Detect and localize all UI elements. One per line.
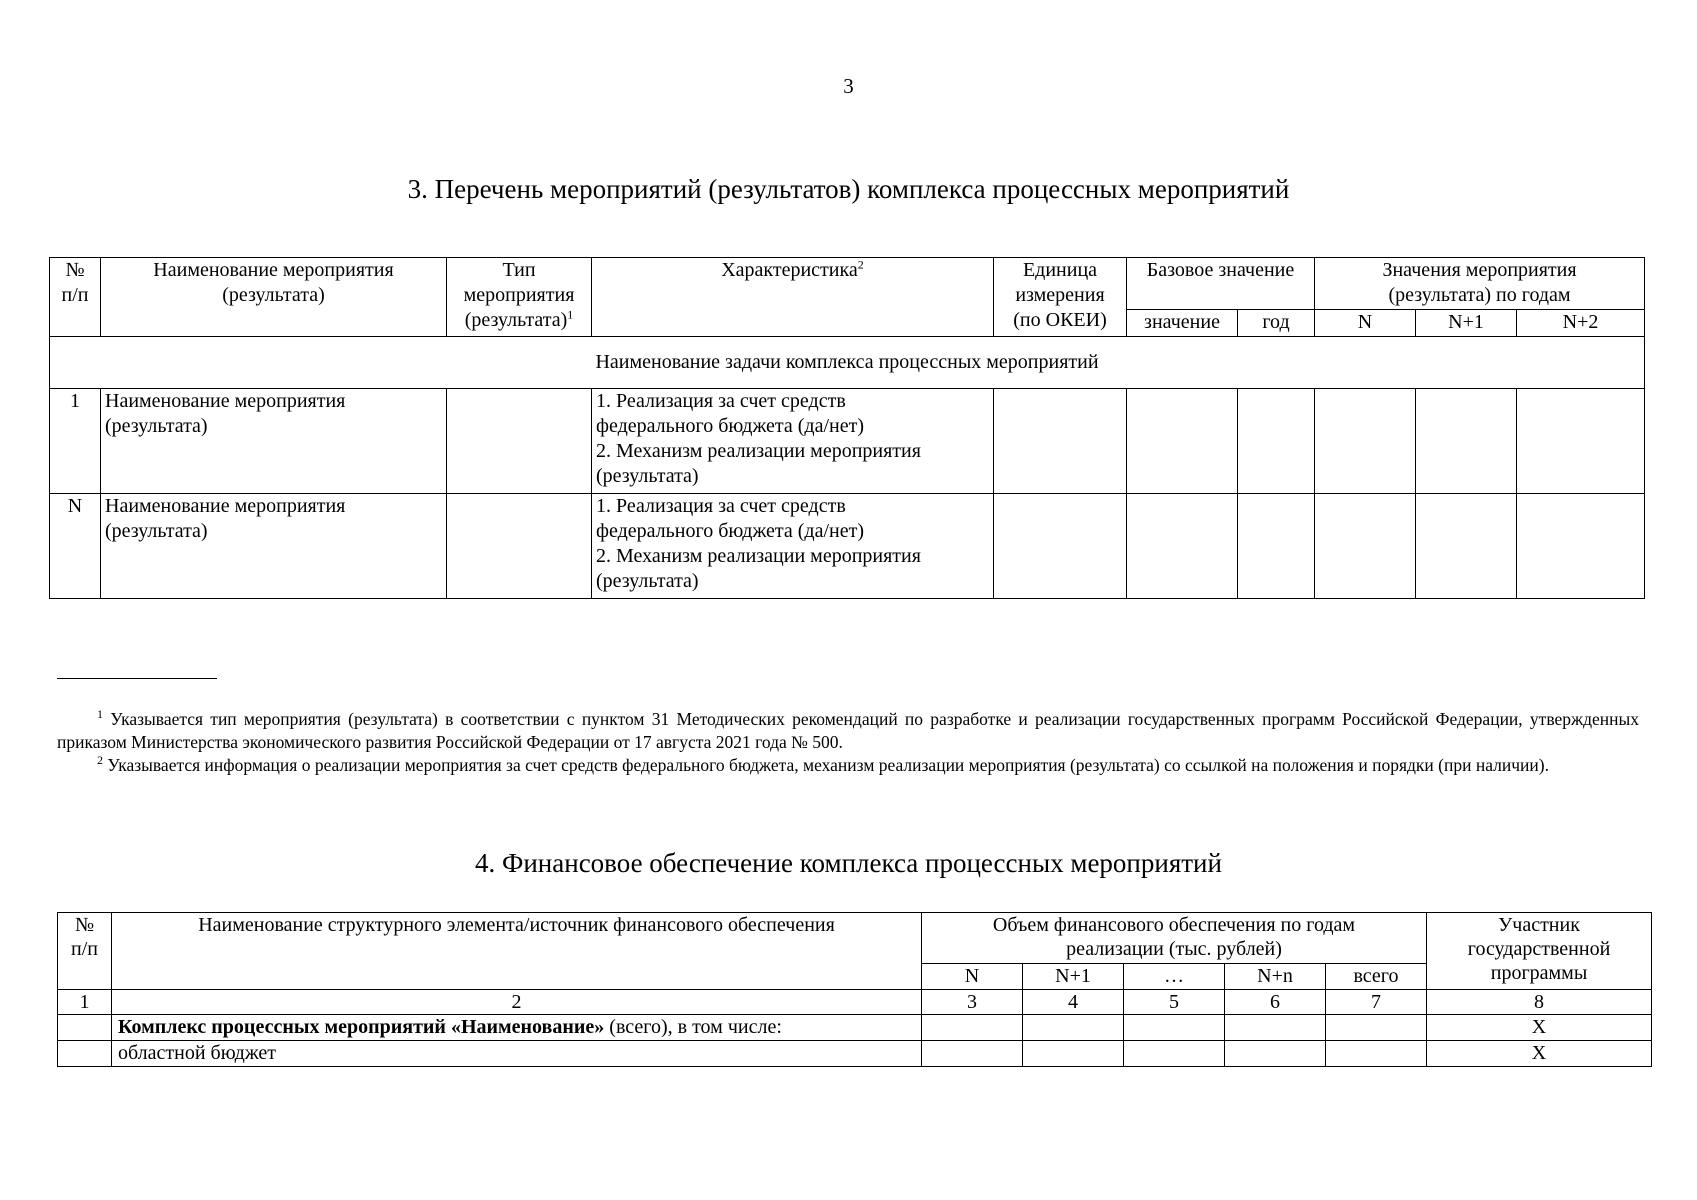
fin-row-year-n	[922, 1015, 1023, 1041]
fin-row-participant: Х	[1427, 1041, 1652, 1067]
table-row	[58, 1015, 1652, 1041]
header-unit: Единица измерения (по ОКЕИ)	[994, 258, 1127, 337]
index-row	[58, 990, 1652, 1015]
footnote-2: $^2$ Указывается информация о реализации мероприятия за счет средств федерального бюджета, механизм реализации мероприятия (результата) со ссылкой на положения и порядки (при наличии).	[97, 753, 1549, 775]
fin-row-participant: Х	[1427, 1015, 1652, 1041]
header-base-year: год	[1238, 310, 1315, 337]
row-year-n1	[1416, 389, 1517, 494]
fin-row-name: областной бюджет	[112, 1041, 922, 1067]
row-year-n	[1315, 494, 1416, 599]
index-cell: 2	[112, 990, 922, 1015]
header-type: Тип мероприятия (результата)$^1$	[447, 258, 592, 337]
row-year-n1	[1416, 494, 1517, 599]
row-characteristic: 1. Реализация за счет средств федерального бюджета (да/нет) 2. Механизм реализации мероприятия (результата)	[592, 389, 994, 494]
row-year-n2	[1517, 389, 1645, 494]
index-cell: 4	[1023, 990, 1124, 1015]
financing-table	[57, 912, 1652, 1067]
fin-header-year-n: N	[922, 964, 1023, 990]
fin-row-num	[58, 1041, 112, 1067]
fin-row-name: Комплекс процессных мероприятий «Наименование» (всего), в том числе:	[112, 1015, 922, 1041]
fin-row-year-n1	[1023, 1041, 1124, 1067]
header-year-n: N	[1315, 310, 1416, 337]
header-year-n1: N+1	[1416, 310, 1517, 337]
page-number: 3	[843, 74, 854, 98]
footnote-1: $^1$ Указывается тип мероприятия (результата) в соответствии с пунктом 31 Методических рекомендаций по разработке и реализации государственных программ Российской Федерации, утвержденных приказом Министерства экономического развития Российской Федерации от 17 августа 2021 года № 500.	[57, 707, 1640, 752]
row-base-value	[1127, 494, 1238, 599]
fin-row-year-nn	[1225, 1041, 1326, 1067]
index-cell: 5	[1124, 990, 1225, 1015]
fin-header-year-n1: N+1	[1023, 964, 1124, 990]
row-unit	[994, 389, 1127, 494]
header-base-value: значение	[1127, 310, 1238, 337]
index-cell: 7	[1326, 990, 1427, 1015]
row-name: Наименование мероприятия (результата)	[101, 389, 447, 494]
table-row	[50, 494, 1645, 599]
index-cell: 6	[1225, 990, 1326, 1015]
table-row	[50, 389, 1645, 494]
header-year-n2: N+2	[1517, 310, 1645, 337]
fin-header-total: всего	[1326, 964, 1427, 990]
fin-header-year-ellipsis: …	[1124, 964, 1225, 990]
header-characteristic: Характеристика$^2$	[592, 258, 994, 337]
section-4-title: 4. Финансовое обеспечение комплекса процессных мероприятий	[475, 848, 1222, 878]
fin-row-year-nn	[1225, 1015, 1326, 1041]
row-year-n2	[1517, 494, 1645, 599]
row-type	[447, 494, 592, 599]
activities-table	[49, 257, 1645, 599]
task-row: Наименование задачи комплекса процессных мероприятий	[50, 337, 1645, 389]
fin-row-year-ellipsis	[1124, 1015, 1225, 1041]
footnote-ref-2: 2	[857, 257, 864, 272]
footnote-separator	[57, 678, 217, 679]
header-base: Базовое значение	[1127, 258, 1315, 310]
fin-header-year-nn: N+n	[1225, 964, 1326, 990]
index-cell: 1	[58, 990, 112, 1015]
row-characteristic: 1. Реализация за счет средств федерального бюджета (да/нет) 2. Механизм реализации мероприятия (результата)	[592, 494, 994, 599]
fin-header-num: № п/п	[58, 913, 112, 990]
footnotes	[57, 708, 1639, 777]
row-num: 1	[50, 389, 101, 494]
header-name: Наименование мероприятия (результата)	[101, 258, 447, 337]
fin-row-year-ellipsis	[1124, 1041, 1225, 1067]
fin-header-participant: Участник государственной программы	[1427, 913, 1652, 990]
row-name: Наименование мероприятия (результата)	[101, 494, 447, 599]
header-values: Значения мероприятия (результата) по годам	[1315, 258, 1645, 310]
row-base-value	[1127, 389, 1238, 494]
row-type	[447, 389, 592, 494]
fin-row-year-n1	[1023, 1015, 1124, 1041]
fin-row-total	[1326, 1015, 1427, 1041]
header-num: № п/п	[50, 258, 101, 337]
fin-row-num	[58, 1015, 112, 1041]
index-cell: 3	[922, 990, 1023, 1015]
fin-header-name: Наименование структурного элемента/источник финансового обеспечения	[112, 913, 922, 990]
fin-row-year-n	[922, 1041, 1023, 1067]
row-base-year	[1238, 494, 1315, 599]
index-cell: 8	[1427, 990, 1652, 1015]
section-3-title: 3. Перечень мероприятий (результатов) комплекса процессных мероприятий	[407, 174, 1290, 204]
row-num: N	[50, 494, 101, 599]
table-row	[58, 1041, 1652, 1067]
row-unit	[994, 494, 1127, 599]
fin-header-volume: Объем финансового обеспечения по годам реализации (тыс. рублей)	[922, 913, 1427, 964]
fin-row-total	[1326, 1041, 1427, 1067]
row-year-n	[1315, 389, 1416, 494]
row-base-year	[1238, 389, 1315, 494]
footnote-ref-1: 1	[567, 307, 574, 322]
